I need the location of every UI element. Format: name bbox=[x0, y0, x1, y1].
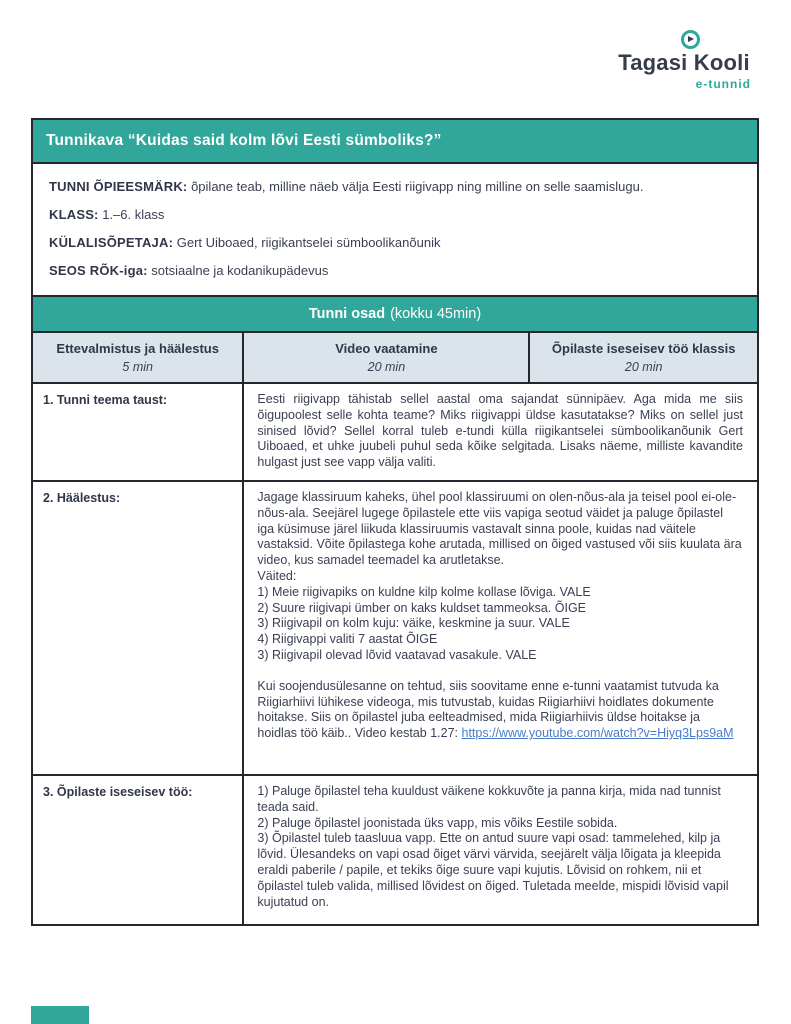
row-list-line: 3) Riigivapil olevad lõvid vaatavad vasakule. VALE bbox=[257, 647, 537, 662]
meta-line bbox=[49, 201, 741, 229]
meta-label: KÜLALISÕPETAJA: bbox=[49, 235, 174, 250]
meta-value: õpilane teab, milline näeb välja Eesti riigivapp ning milline on selle saamislugu. bbox=[187, 179, 644, 194]
row-list-line: 4) Riigivappi valiti 7 aastat ÕIGE bbox=[257, 632, 438, 647]
row-list-line: 3) Riigivapil on kolm kuju: väike, keskmine ja suur. VALE bbox=[257, 616, 570, 631]
play-icon bbox=[681, 30, 700, 49]
row-list-line: 1) Meie riigivapiks on kuldne kilp kolme kollase lõviga. VALE bbox=[257, 584, 591, 599]
columns-header-row bbox=[33, 331, 757, 382]
column-duration: 5 min bbox=[122, 360, 153, 374]
row-content-cell bbox=[244, 384, 757, 480]
meta-value: Gert Uiboaed, riigikantselei sümboolikanõunik bbox=[173, 235, 441, 250]
meta-list bbox=[33, 162, 757, 295]
row-paragraph: Kui soojendusülesanne on tehtud, siis soovitame enne e-tunni vaatamist tutvuda ka Riigiarhiivi lühikese videoga, mis tutvustab, kuidas Riigiarhiivi hoidlates dokumente hoitakse. Siis on õpilastel juba eelteadmised, mida Riigiarhiivis üldse hoitakse ja hoidlas töö käib.. Video kestab 1.27: https://www.youtube.com/watch?v=Hiyq3Lps9aM bbox=[257, 678, 734, 741]
footer-teal-bar bbox=[31, 1006, 89, 1024]
meta-label: TUNNI ÕPIEESMÄRK: bbox=[49, 179, 188, 194]
row-list-line: Väited: bbox=[257, 568, 297, 583]
sections-header-bar bbox=[33, 295, 757, 331]
sections-header-suffix: (kokku 45min) bbox=[390, 306, 482, 322]
meta-line bbox=[49, 173, 741, 201]
column-header-cell bbox=[244, 333, 530, 382]
row-label-cell: 1. Tunni teema taust: bbox=[33, 384, 244, 480]
play-triangle-icon bbox=[688, 36, 694, 42]
youtube-link[interactable]: https://www.youtube.com/watch?v=Hiyq3Lps9aM bbox=[461, 726, 734, 741]
column-name: Õpilaste iseseisev töö klassis bbox=[551, 341, 736, 356]
lesson-row bbox=[33, 480, 757, 774]
lesson-rows bbox=[33, 382, 757, 924]
column-header-cell bbox=[33, 333, 244, 382]
meta-label: KLASS: bbox=[49, 207, 99, 222]
row-paragraph: 3) Õpilastel tuleb taasluua vapp. Ette on antud suure vapi osad: tammelehed, kilp ja lõvid. Ülesandeks on vapi osad õiget värvi värvida, seejärelt välja lõigata ja kleepida eraldi paberile / papile, et tekiks õige suure vapi kujutis. Lõvisid on rohkem, nii et õpilastel tuleb valida, millised lõvidest on õiged. Tuletada meelde, mispidi lõvisid vapil kujutatud on. bbox=[257, 831, 729, 909]
column-name: Ettevalmistus ja häälestus bbox=[56, 341, 219, 356]
row-content-cell bbox=[244, 776, 757, 924]
logo-brand-text: Tagasi Kooli bbox=[618, 50, 750, 75]
row-content-cell bbox=[244, 482, 757, 774]
lesson-plan-table bbox=[31, 118, 759, 926]
column-duration: 20 min bbox=[367, 360, 406, 374]
column-duration: 20 min bbox=[624, 360, 663, 374]
meta-line bbox=[49, 257, 741, 285]
lesson-title-bar: Tunnikava “Kuidas said kolm lõvi Eesti sümboliks?” bbox=[33, 120, 757, 162]
row-list-line: 2) Suure riigivapi ümber on kaks kuldset tammeoksa. ÕIGE bbox=[257, 600, 587, 615]
column-name: Video vaatamine bbox=[335, 341, 438, 356]
meta-value: sotsiaalne ja kodanikupädevus bbox=[147, 263, 329, 278]
row-paragraph: Jagage klassiruum kaheks, ühel pool klassiruumi on olen-nõus-ala ja teisel pool ei-ole-nõus-ala. Seejärel lugege õpilastele ette viis vapiga seotud väidet ja paluge õpilastel iga küsimuse järel liikuda klassiruumis vastavalt sinna poole, kuidas nad väitele vastaksid. Võite õpilastega kohe arutada, millised on õiged vastused või siis kuulata ära video, kus samadel teemadel ka arutletakse. bbox=[257, 490, 742, 568]
row-paragraph: 1) Paluge õpilastel teha kuuldust väikene kokkuvõte ja panna kirja, mida nad tunnist teada said. bbox=[257, 784, 721, 814]
meta-line bbox=[49, 229, 741, 257]
row-label-cell: 3. Õpilaste iseseisev töö: bbox=[33, 776, 244, 924]
sections-header-title: Tunni osad bbox=[308, 306, 386, 322]
logo-subtitle: e-tunnid bbox=[695, 77, 751, 91]
lesson-row bbox=[33, 382, 757, 480]
tagasi-kooli-logo bbox=[609, 30, 759, 91]
row-paragraph: 2) Paluge õpilastel joonistada üks vapp, mis võiks Eestile sobida. bbox=[257, 815, 618, 830]
meta-label: SEOS RÕK-iga: bbox=[49, 263, 148, 278]
row-label-cell: 2. Häälestus: bbox=[33, 482, 244, 774]
column-header-cell bbox=[530, 333, 757, 382]
blank-line bbox=[257, 664, 743, 679]
lesson-row bbox=[33, 774, 757, 924]
row-paragraph: Eesti riigivapp tähistab sellel aastal oma sajandat sünnipäev. Aga mida me siis õigupoolest selle kohta teame? Miks riigivappi üldse kasutatakse? Miks on sellel just sinised lõvid? Sellel korral tuleb e-tundi külla riigikantselei sümboolikanõunik Gert Uiboaed, et uhke juubeli puhul seda kõike selgitada. Lisaks näeme, milliste kavandite hulgast just see vapp välja valiti. bbox=[257, 392, 743, 470]
meta-value: 1.–6. klass bbox=[98, 207, 165, 222]
